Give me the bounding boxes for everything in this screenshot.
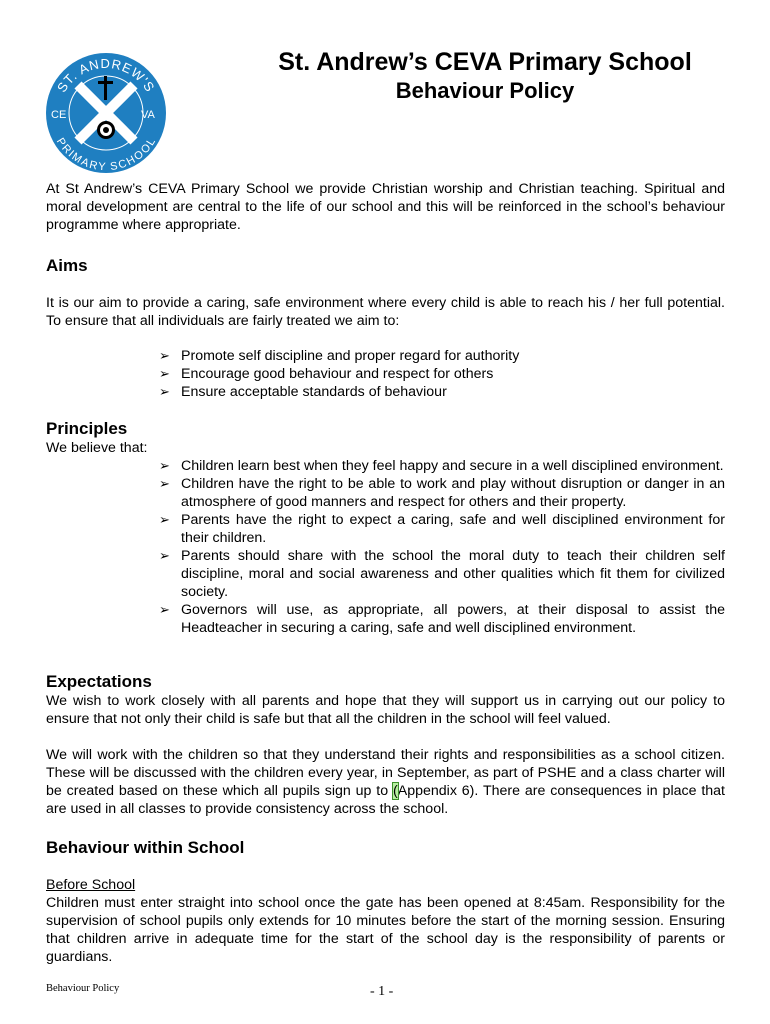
logo-top-text: ST. ANDREW'S: [53, 55, 159, 95]
aims-heading: Aims: [46, 256, 88, 275]
highlight-mark: (: [393, 783, 398, 799]
aims-paragraph: It is our aim to provide a caring, safe environment where every child is able to reach his / her full potential. To ensure that all individuals are fairly treated we aim to:: [46, 295, 725, 329]
behaviour-heading: Behaviour within School: [46, 838, 245, 857]
arrow-bullet-icon: ➢: [159, 602, 170, 617]
policy-title: Behaviour Policy: [395, 78, 575, 103]
expectations-paragraph-2: We will work with the children so that they understand their rights and responsibilities as a school citizen. These will be discussed with the children every year, in September, as part of PSHE and a class charter will be created based on these which all pupils sign up to (Appendix 6). There are consequences in place that are used in all classes to provide consistency across the school.: [46, 747, 726, 817]
list-item: ➢ Encourage good behaviour and respect for others: [159, 366, 494, 382]
list-item: ➢ Children learn best when they feel happy and secure in a well disciplined environment.: [159, 458, 724, 474]
arrow-bullet-icon: ➢: [159, 366, 170, 381]
school-logo: [45, 52, 167, 174]
list-item: ➢ Children have the right to be able to work and play without disruption or danger in an atmosphere of good manners and respect for others and their property.: [159, 476, 725, 510]
school-name-title: St. Andrew’s CEVA Primary School: [278, 48, 692, 76]
page-number: - 1 -: [370, 984, 394, 999]
principles-heading: Principles: [46, 419, 128, 438]
logo-right-text: VA: [141, 109, 155, 121]
principles-intro: We believe that:: [46, 440, 148, 456]
before-school-subheading: Before School: [46, 877, 136, 893]
rose-icon: [97, 121, 115, 139]
arrow-bullet-icon: ➢: [159, 476, 170, 491]
list-item: ➢ Parents have the right to expect a caring, safe and well disciplined environment for their children.: [159, 512, 725, 546]
list-item: ➢ Governors will use, as appropriate, all powers, at their disposal to assist the Headteacher in securing a caring, safe and well disciplined environment.: [159, 602, 725, 636]
expectations-heading: Expectations: [46, 672, 152, 691]
arrow-bullet-icon: ➢: [159, 512, 170, 527]
principles-list: [159, 457, 725, 637]
logo-left-text: CE: [51, 109, 67, 121]
before-school-paragraph: Children must enter straight into school once the gate has been opened at 8:45am. Responsibility for the supervision of school pupils only extends for 10 minutes before the start of the morning session. Ensuring that children arrive in adequate time for the start of the school day is the responsibility of parents or guardians.: [46, 895, 725, 965]
list-item: ➢ Ensure acceptable standards of behaviour: [159, 384, 447, 400]
arrow-bullet-icon: ➢: [159, 458, 170, 473]
arrow-bullet-icon: ➢: [159, 384, 170, 399]
list-item: ➢ Promote self discipline and proper regard for authority: [159, 348, 520, 364]
intro-paragraph: At St Andrew’s CEVA Primary School we provide Christian worship and Christian teaching. Spiritual and moral development are central to the life of our school and this will be reinforced in the school’s behaviour programme where appropriate.: [46, 181, 725, 233]
logo-bottom-text: PRIMARY SCHOOL: [53, 135, 159, 174]
footer-title: Behaviour Policy: [46, 983, 120, 994]
expectations-paragraph-1: We wish to work closely with all parents and hope that they will support us in carrying out our policy to ensure that not only their child is safe but that all the children in the school will feel valued.: [46, 693, 725, 727]
arrow-bullet-icon: ➢: [159, 348, 170, 363]
list-item: ➢ Parents should share with the school the moral duty to teach their children self discipline, moral and social awareness and other qualities which fit them for civilized society.: [159, 548, 725, 600]
aims-list: [159, 347, 579, 401]
arrow-bullet-icon: ➢: [159, 548, 170, 563]
